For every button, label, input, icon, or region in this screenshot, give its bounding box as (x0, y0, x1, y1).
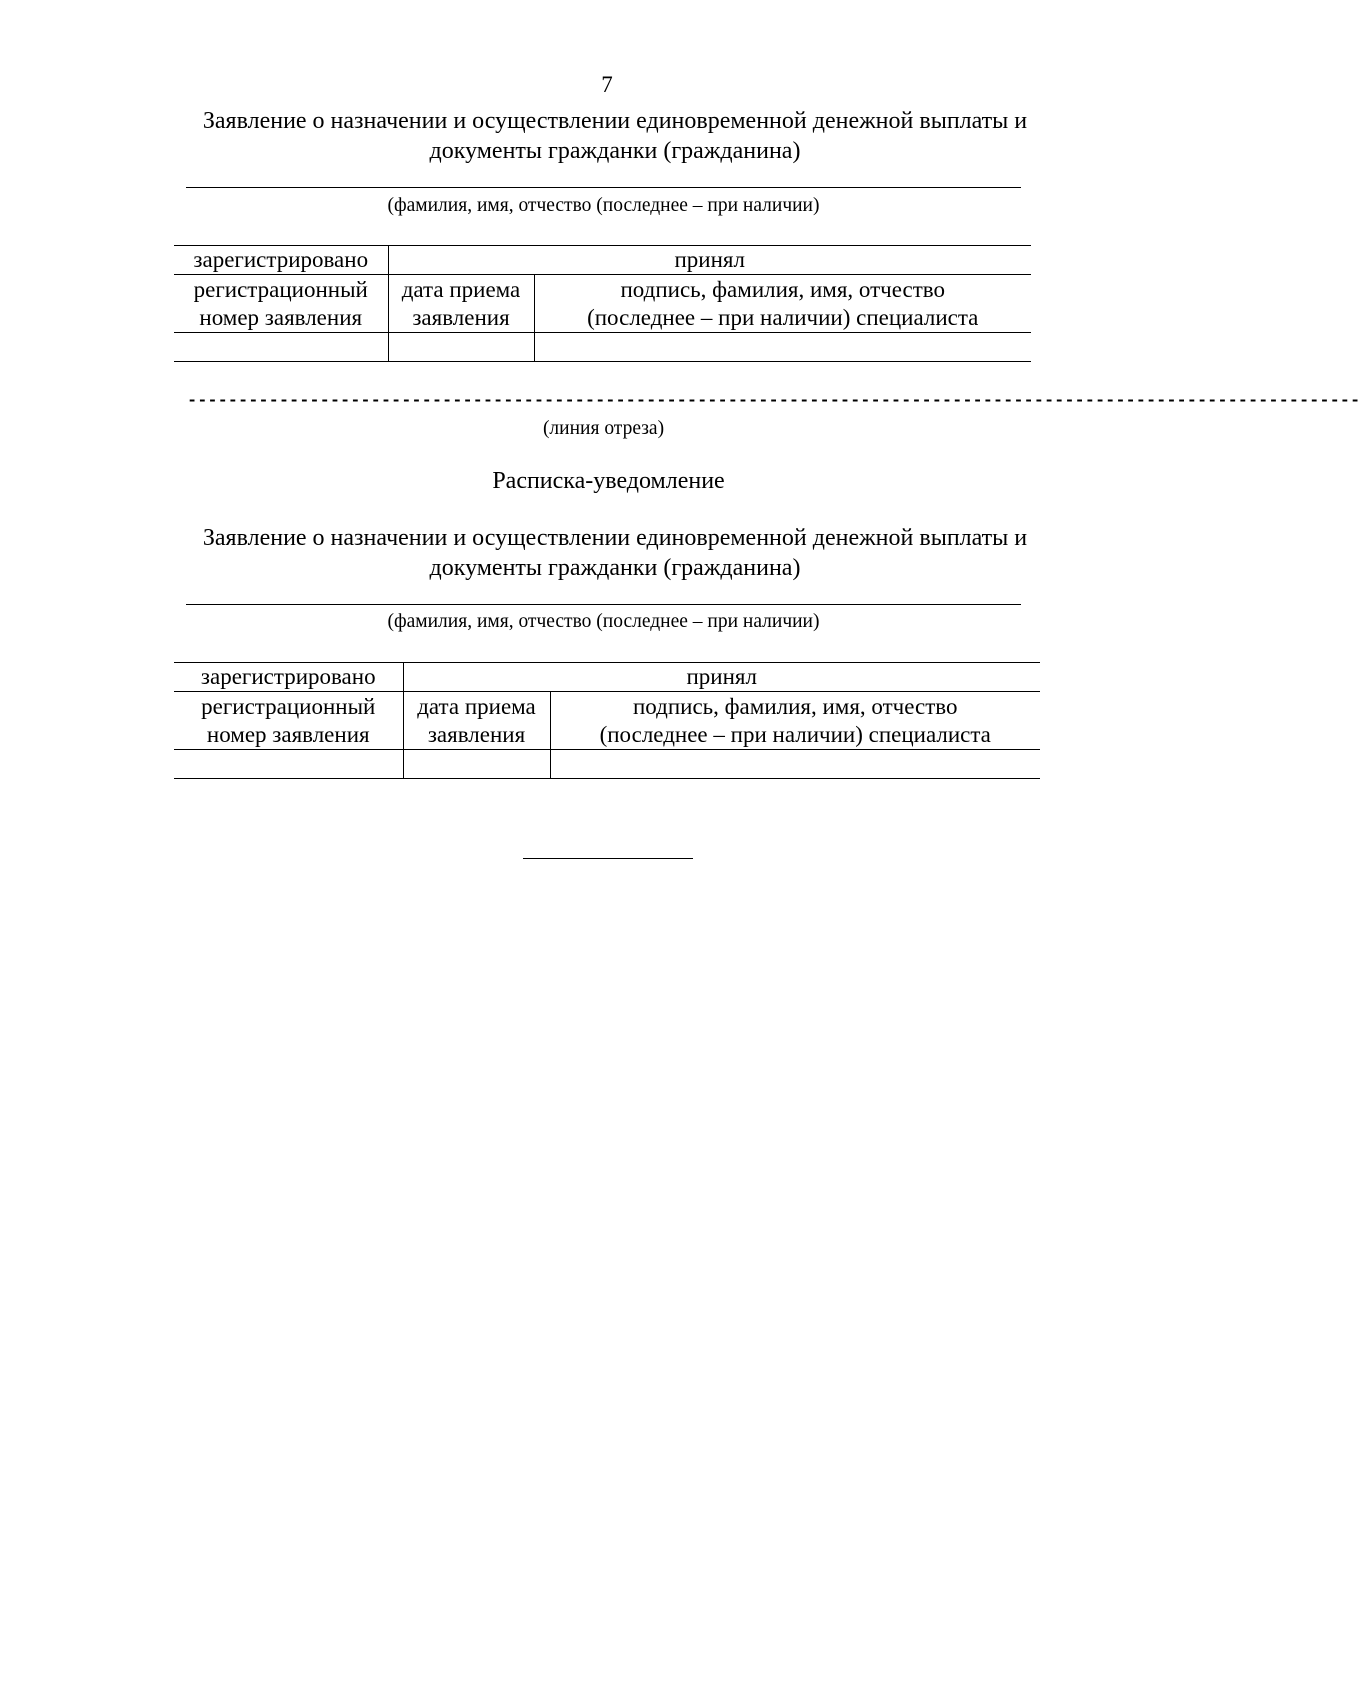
cut-line-caption: (линия отреза) (542, 418, 665, 439)
receipt-signature-label: подпись, фамилия, имя, отчество (последнее – при наличии) специалиста (599, 693, 991, 747)
receipt-title-line-1: Заявление о назначении и осуществлении единовременной денежной выплаты и (202, 525, 1028, 551)
date-cell[interactable] (388, 333, 534, 362)
reg-number-cell[interactable] (174, 333, 388, 362)
date-label: дата приема заявления (388, 275, 534, 333)
application-title (190, 106, 1040, 166)
receipt-accepted-header: принял (403, 663, 1040, 692)
receipt-name-line (186, 604, 1021, 605)
signature-cell[interactable] (534, 333, 1031, 362)
receipt-title (190, 523, 1040, 583)
receipt-title-line-2: документы гражданки (гражданина) (429, 555, 801, 581)
cut-line: ------------------------------------------------------------------------------------------------------------------- (187, 392, 1360, 411)
registered-header: зарегистрировано (174, 246, 388, 275)
receipt-reg-number-cell[interactable] (174, 750, 403, 779)
name-signature-line (186, 187, 1021, 188)
receipt-date-label: дата приема заявления (403, 692, 550, 750)
signature-label: подпись, фамилия, имя, отчество (последнее – при наличии) специалиста (587, 276, 979, 330)
page-number: 7 (601, 72, 613, 97)
reg-number-label: регистрационный номер заявления (174, 275, 388, 333)
receipt-registered-header: зарегистрировано (174, 663, 403, 692)
receipt-signature-cell[interactable] (550, 750, 1040, 779)
receipt-name-caption: (фамилия, имя, отчество (последнее – при наличии) (387, 611, 820, 632)
application-title-line-1: Заявление о назначении и осуществлении единовременной денежной выплаты и (202, 108, 1028, 134)
registration-table (174, 245, 1031, 362)
accepted-header: принял (388, 246, 1031, 275)
footer-separator (523, 858, 693, 859)
receipt-reg-number-label: регистрационный номер заявления (174, 692, 403, 750)
name-caption: (фамилия, имя, отчество (последнее – при наличии) (387, 195, 820, 216)
application-title-line-2: документы гражданки (гражданина) (429, 138, 801, 164)
receipt-date-cell[interactable] (403, 750, 550, 779)
receipt-heading: Расписка-уведомление (492, 468, 725, 494)
receipt-registration-table (174, 662, 1040, 779)
